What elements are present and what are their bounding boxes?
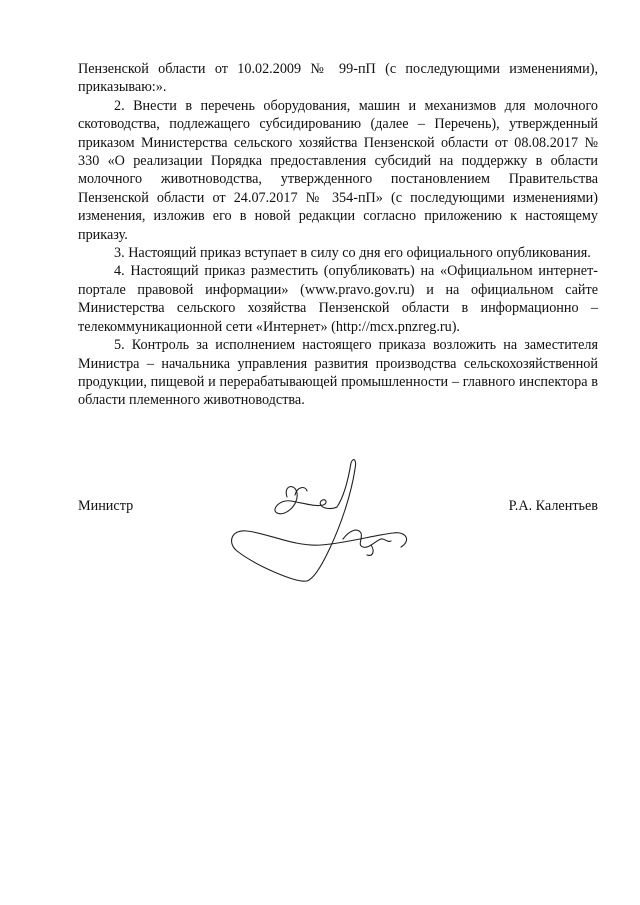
document-body: [78, 60, 598, 410]
signer-name: Р.А. Калентьев: [508, 498, 598, 514]
paragraph-3: 3. Настоящий приказ вступает в силу со дня его официального опубликования.: [114, 245, 591, 262]
paragraph-5: 5. Контроль за исполнением настоящего приказа возложить на заместителя Министра – начальника управления развития производства сельскохозяйственной продукции, пищевой и перерабатывающей промышленности – главного инспектора в области племенного животноводства.: [78, 337, 598, 409]
handwritten-signature: [225, 455, 425, 585]
continuation-paragraph: Пензенской области от 10.02.2009 № 99-пП (с последующими изменениями), приказываю:».: [78, 61, 598, 96]
paragraph-4: 4. Настоящий приказ разместить (опубликовать) на «Официальном интернет-портале правовой информации» (www.pravo.gov.ru) и на официальном сайте Министерства сельского хозяйства Пензенской области в информационно – телекоммуникационной сети «Интернет» (http://mcx.pnzreg.ru).: [78, 263, 598, 335]
signer-position: Министр: [78, 498, 134, 514]
paragraph-2: 2. Внести в перечень оборудования, машин и механизмов для молочного скотоводства, подлежащего субсидированию (далее – Перечень), утвержденный приказом Министерства сельского хозяйства Пензенской области от 08.08.2017 № 330 «О реализации Порядка предоставления субсидий на поддержку в области молочного животноводства, утвержденного постановлением Правительства Пензенской области от 24.07.2017 № 354-пП» (с последующими изменениями) изменения, изложив его в новой редакции согласно приложению к настоящему приказу.: [78, 97, 598, 243]
